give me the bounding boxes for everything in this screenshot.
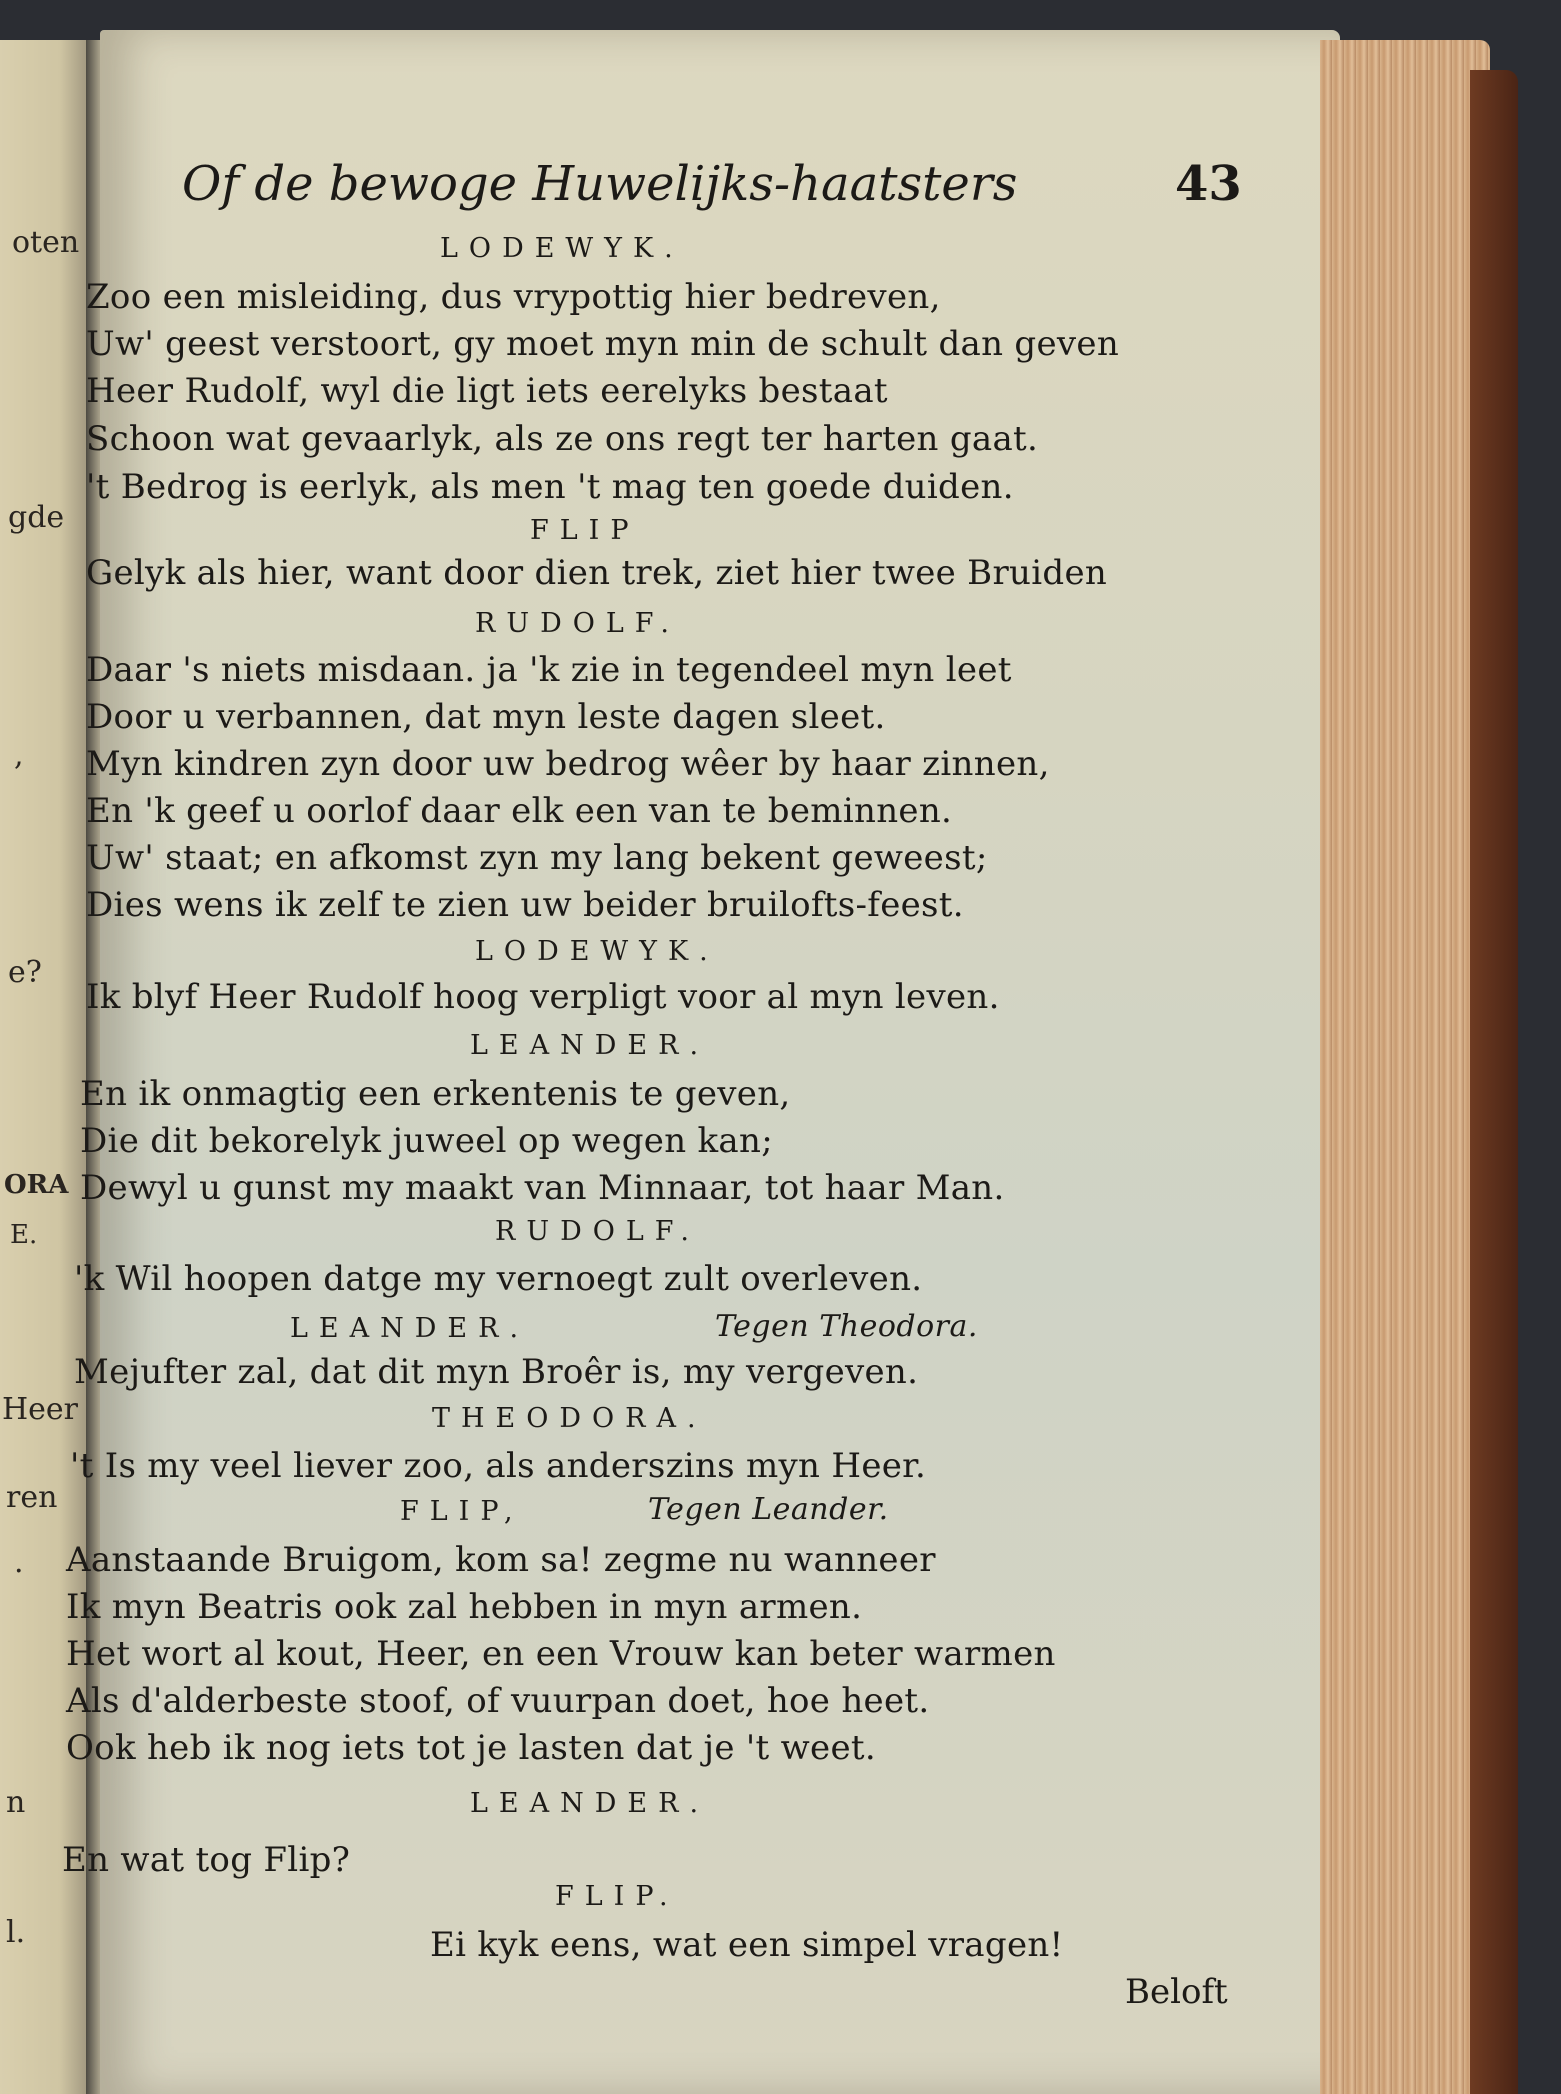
left-page-fragment: Heer [2,1392,79,1427]
verse-line: Die dit bekorelyk juweel op wegen kan; [80,1121,773,1161]
left-page-fragment: gde [8,500,65,535]
verse-line: Schoon wat gevaarlyk, als ze ons regt ter harten gaat. [86,419,1039,459]
page-number: 43 [1175,156,1242,212]
left-page-fragment: oten [12,225,80,260]
verse-line: Door u verbannen, dat myn leste dagen sleet. [86,697,886,737]
running-head: Of de bewoge Huwelijks-haatsters [182,156,1018,212]
verse-line: 't Is my veel liever zoo, als anderszins myn Heer. [70,1446,927,1486]
stage-direction: Tegen Theodora. [715,1309,978,1344]
verse-line: Uw' staat; en afkomst zyn my lang bekent geweest; [86,838,988,878]
left-page-fragment: . [14,1545,24,1580]
speaker-heading: RUDOLF. [475,608,680,639]
verse-line: Ik myn Beatris ook zal hebben in myn armen. [66,1587,863,1627]
verse-line: Het wort al kout, Heer, en een Vrouw kan beter warmen [66,1634,1056,1674]
speaker-heading: RUDOLF. [495,1216,700,1247]
verse-line: Gelyk als hier, want door dien trek, ziet hier twee Bruiden [86,553,1108,593]
verse-line: Mejufter zal, dat dit myn Broêr is, my vergeven. [74,1352,919,1392]
page-edges [1320,40,1490,2094]
verse-line: Myn kindren zyn door uw bedrog wêer by haar zinnen, [86,744,1050,784]
verse-line: Uw' geest verstoort, gy moet myn min de schult dan geven [86,324,1120,364]
left-page-fragment: , [14,738,24,773]
speaker-heading: LEANDER. [470,1030,710,1061]
verse-line: 'k Wil hoopen datge my vernoegt zult overleven. [74,1259,923,1299]
verse-line: En wat tog Flip? [62,1840,351,1880]
catchword: Beloft [1125,1972,1228,2012]
speaker-heading: LEANDER. [290,1313,530,1344]
verse-line: Ook heb ik nog iets tot je lasten dat je 't weet. [66,1728,876,1768]
speaker-heading: LEANDER. [470,1788,710,1819]
verse-line: En 'k geef u oorlof daar elk een van te beminnen. [86,791,953,831]
left-page-fragment: e? [8,955,42,990]
left-page-fragment: n [6,1785,26,1820]
verse-line: Heer Rudolf, wyl die ligt iets eerelyks bestaat [86,371,888,411]
stage-direction: Tegen Leander. [648,1492,889,1527]
speaker-heading: FLIP [530,515,640,546]
verse-line: Daar 's niets misdaan. ja 'k zie in tegendeel myn leet [86,650,1012,690]
speaker-heading: FLIP, [400,1496,524,1527]
left-page-fragment: E. [10,1220,38,1250]
speaker-heading: THEODORA. [432,1403,707,1434]
verse-line: Dewyl u gunst my maakt van Minnaar, tot haar Man. [80,1168,1005,1208]
verse-line: En ik onmagtig een erkentenis te geven, [80,1074,791,1114]
verse-line: Dies wens ik zelf te zien uw beider bruilofts-feest. [86,885,964,925]
verse-line: 't Bedrog is eerlyk, als men 't mag ten goede duiden. [86,467,1014,507]
verse-line: Ei kyk eens, wat een simpel vragen! [430,1925,1064,1965]
verse-line: Als d'alderbeste stoof, of vuurpan doet, hoe heet. [66,1681,930,1721]
verse-line: Zoo een misleiding, dus vrypottig hier bedreven, [86,277,941,317]
left-page-fragment: ren [6,1480,58,1515]
book-cover-edge [1470,70,1518,2094]
verse-line: Ik blyf Heer Rudolf hoog verpligt voor al myn leven. [86,977,1000,1017]
verse-line: Aanstaande Bruigom, kom sa! zegme nu wanneer [66,1540,936,1580]
speaker-heading: FLIP. [555,1881,679,1912]
left-page-fragment: l. [6,1915,26,1950]
speaker-heading: LODEWYK. [440,233,684,264]
speaker-heading: LODEWYK. [475,936,719,967]
left-page-fragment: ORA [4,1170,69,1200]
